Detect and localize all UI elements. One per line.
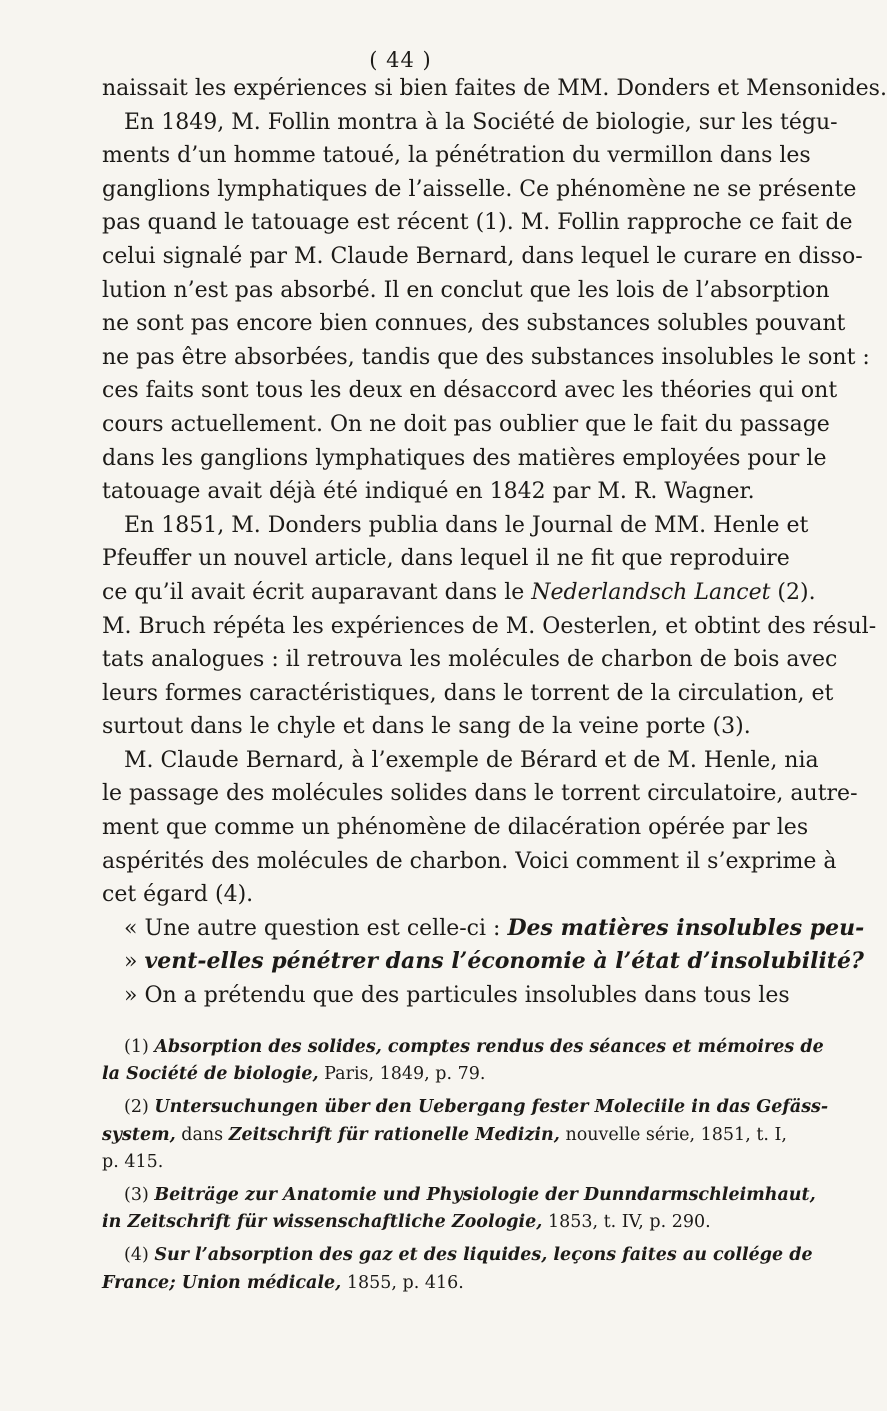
text-line: tats analogues : il retrouva les molécules de charbon de bois avec xyxy=(102,647,838,673)
footnote-line: p. 415. xyxy=(102,1151,164,1172)
main-text xyxy=(102,72,887,1013)
footnote-marker: (4) xyxy=(124,1245,155,1266)
footnote-line xyxy=(102,1242,813,1269)
footnote-line xyxy=(102,1061,770,1088)
text-line: En 1849, M. Follin montra à la Société de biologie, sur les tégu- xyxy=(124,109,838,135)
text-span: ce qu’il avait écrit auparavant dans le xyxy=(102,579,532,605)
footnote-line xyxy=(102,1122,787,1149)
text-line: naissait les expériences si bien faites de MM. Donders et Mensonides. xyxy=(102,76,887,101)
text-line: ne pas être absorbées, tandis que des substances insolubles le sont : xyxy=(102,344,870,370)
footnote-marker: (2) xyxy=(124,1097,155,1118)
footnote-title: Beiträge zur Anatomie und Physiologie der Dunndarmschleimhaut, xyxy=(154,1184,816,1205)
text-line: ces faits sont tous les deux en désaccord avec les théories qui ont xyxy=(102,378,838,404)
footnote-title: Sur l’absorption des gaz et des liquides, leçons faites au collége de xyxy=(154,1245,813,1266)
text-line: Pfeuffer un nouvel article, dans lequel il ne fit que reproduire xyxy=(102,546,790,572)
text-line: En 1851, M. Donders publia dans le Journal de MM. Henle et xyxy=(124,512,809,538)
page-number: ( 44 ) xyxy=(369,48,432,72)
text-line: surtout dans le chyle et dans le sang de la veine porte (3). xyxy=(102,714,751,740)
footnote-journal: in Zeitschrift für wissenschaftliche Zoologie, xyxy=(102,1212,543,1233)
footnote-title: la Société de biologie, xyxy=(102,1064,319,1085)
text-line xyxy=(102,945,864,979)
text-span: (2). xyxy=(770,579,816,605)
text-line: ment que comme un phénomène de dilacération opérée par les xyxy=(102,815,809,841)
footnote-journal: France; Union médicale, xyxy=(102,1272,342,1293)
text-line: M. Bruch répéta les expériences de M. Oesterlen, et obtint des résul- xyxy=(102,613,877,639)
text-line: ne sont pas encore bien connues, des substances solubles pouvant xyxy=(102,311,846,337)
footnotes xyxy=(102,1034,829,1297)
text-line: tatouage avait déjà été indiqué en 1842 par M. R. Wagner. xyxy=(102,479,755,505)
text-line: M. Claude Bernard, à l’exemple de Bérard et de M. Henle, nia xyxy=(124,747,819,773)
text-line: le passage des molécules solides dans le torrent circulatoire, autre- xyxy=(102,781,858,807)
footnote-journal: Zeitschrift für rationelle Medizin, xyxy=(228,1124,560,1145)
footnote-ref: nouvelle série, 1851, t. I, xyxy=(559,1124,787,1145)
footnote-line xyxy=(102,1094,829,1121)
text-line: cet égard (4). xyxy=(102,882,254,908)
footnote-line xyxy=(102,1034,824,1061)
footnote-title: system, xyxy=(102,1124,176,1145)
quoted-question: vent-elles pénétrer dans l’économie à l’état d’insolubilité? xyxy=(144,948,864,975)
footnote-ref: 1855, p. 416. xyxy=(341,1272,464,1293)
text-line: lution n’est pas absorbé. Il en conclut que les lois de l’absorption xyxy=(102,277,830,303)
quoted-question: Des matières insolubles peu- xyxy=(507,914,865,941)
footnote-marker: (3) xyxy=(124,1184,155,1205)
journal-title: Nederlandsch Lancet xyxy=(531,579,771,605)
text-line: celui signalé par M. Claude Bernard, dans lequel le curare en disso- xyxy=(102,243,863,269)
text-line xyxy=(102,912,865,946)
footnote-title: Absorption des solides, comptes rendus des séances et mémoires de xyxy=(154,1037,824,1057)
text-span: « Une autre question est celle-ci : xyxy=(124,915,508,941)
text-line xyxy=(102,576,816,610)
text-span: » xyxy=(124,949,145,975)
text-line: ments d’un homme tatoué, la pénétration du vermillon dans les xyxy=(102,143,811,169)
footnote-line xyxy=(102,1270,770,1297)
text-line: aspérités des molécules de charbon. Voici comment il s’exprime à xyxy=(102,848,837,874)
text-line: cours actuellement. On ne doit pas oublier que le fait du passage xyxy=(102,411,830,437)
footnote-marker: (1) xyxy=(124,1037,155,1057)
footnote-ref: dans xyxy=(175,1124,229,1145)
footnote-line xyxy=(102,1209,770,1236)
text-line: » On a prétendu que des particules insolubles dans tous les xyxy=(124,983,790,1009)
footnote-ref: Paris, 1849, p. 79. xyxy=(318,1064,486,1085)
text-line: pas quand le tatouage est récent (1). M. Follin rapproche ce fait de xyxy=(102,210,853,236)
text-line: ganglions lymphatiques de l’aisselle. Ce phénomène ne se présente xyxy=(102,176,857,202)
footnote-ref: 1853, t. IV, p. 290. xyxy=(542,1212,711,1233)
footnote-line xyxy=(102,1182,816,1209)
text-line: leurs formes caractéristiques, dans le torrent de la circulation, et xyxy=(102,680,834,706)
text-line: dans les ganglions lymphatiques des matières employées pour le xyxy=(102,445,827,471)
footnote-title: Untersuchungen über den Uebergang fester Moleciile in das Gefäss- xyxy=(154,1097,829,1118)
